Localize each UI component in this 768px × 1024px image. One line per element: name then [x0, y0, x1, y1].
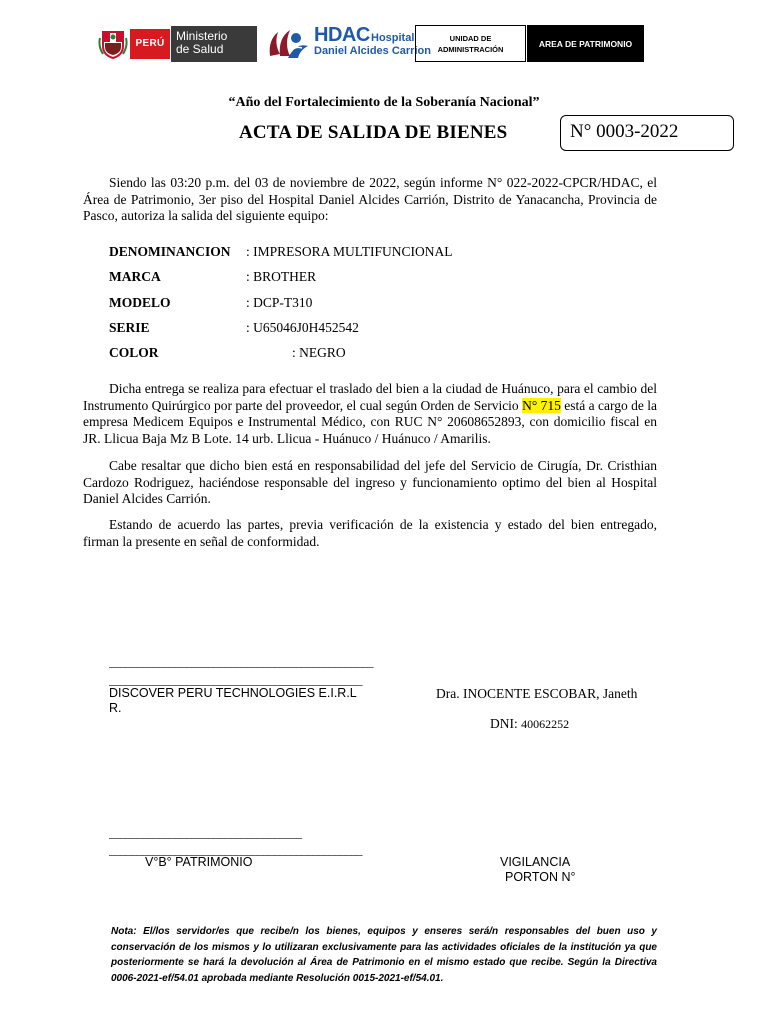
area-patrimonio-box: [527, 25, 644, 62]
intro-paragraph: [83, 175, 657, 225]
field-label-modelo: MODELO: [109, 295, 171, 310]
ministerio-line-1: Ministerio: [176, 29, 228, 43]
ministerio-logo: [171, 26, 257, 62]
field-label-marca: MARCA: [109, 269, 161, 284]
peru-coat-of-arms-icon: [97, 28, 129, 60]
responsibility-text: Cabe resaltar que dicho bien está en responsabilidad del jefe del Servicio de Cirugía, Dr. Cristhian Cardozo Rodriguez, haciéndose responsable del ingreso y funcionamiento optimo del bien al Hospital Daniel Alcides Carrión.: [83, 458, 657, 506]
intro-text: Siendo las 03:20 p.m. del 03 de noviembre de 2022, según informe N° 022-2022-CPCR/HDAC, el Área de Patrimonio, 3er piso del Hospital Daniel Alcides Carrión, Distrito de Yanacancha, Provincia de Pasco, autoriza la salida del siguiente equipo:: [83, 175, 657, 223]
responsibility-paragraph: [83, 458, 657, 508]
dni-value: 40062252: [521, 717, 570, 731]
field-value-modelo: : DCP-T310: [246, 295, 313, 310]
footer-note: Nota: El/los servidor/es que recibe/n los bienes, equipos y enseres será/n responsables del buen uso y conservación de los mismos y lo utilizaran exclusivamente para las actividades oficiales de la institución ya que posteriormente se hará la devolución al Área de Patrimonio en el mismo estado que recibe. Según la Directiva 0006-2021-ef/54.01 aprobada mediante Resolución 0015-2021-ef/54.01.: [111, 926, 657, 984]
document-title: ACTA DE SALIDA DE BIENES: [239, 122, 508, 143]
dni-label-text: DNI:: [490, 716, 518, 731]
porton-label: PORTON N°: [505, 870, 576, 884]
unidad-administracion-label: UNIDAD DE ADMINISTRACIÓN: [437, 33, 504, 54]
field-value-marca: : BROTHER: [246, 269, 317, 284]
signature-line-company-1: ________________________________________________: [109, 655, 373, 669]
patrimonio-signature-label: V°B° PATRIMONIO: [145, 855, 253, 869]
agreement-text: Estando de acuerdo las partes, previa verificación de la existencia y estado del bien entregado, firman la presente en señal de conformidad.: [83, 517, 657, 549]
field-value-color: : NEGRO: [292, 345, 346, 360]
unidad-administracion-box: [415, 25, 526, 62]
peru-logo-text: PERÚ: [135, 38, 165, 49]
signature-line-company-2: ______________________________________________: [109, 673, 362, 687]
service-order-number: N° 715: [522, 397, 561, 413]
signature-line-patrimonio-1: ___________________________________: [109, 826, 302, 840]
delivery-text-before: Dicha entrega se realiza para efectuar el traslado del bien a la ciudad de Huánuco, para el cambio del Instrumento Quirúrgico por parte del proveedor, el cual según Orden de Servicio: [83, 381, 657, 413]
field-label-serie: SERIE: [109, 320, 150, 335]
document-number: N° 0003-2022: [560, 115, 734, 151]
field-label-denominacion: DENOMINANCION: [109, 244, 231, 259]
delivery-paragraph: [83, 381, 657, 447]
signature-line-patrimonio-2: ______________________________________________: [109, 843, 362, 857]
ministerio-line-2: de Salud: [176, 42, 224, 56]
company-name-suffix: R.: [109, 701, 122, 715]
hdac-logo-icon: [266, 26, 312, 62]
peru-logo: [130, 29, 170, 59]
doctor-name: Dra. INOCENTE ESCOBAR, Janeth: [436, 686, 638, 701]
year-motto: “Año del Fortalecimiento de la Soberanía Nacional”: [228, 95, 540, 110]
delivery-text-after: está a cargo de la empresa Medicem Equipos e Instrumental Médico, con RUC N° 20608652893, con domicilio fiscal en JR. Llicua Baja Mz B Lote. 14 urb. Llicua - Huánuco / Huánuco / Amarilis.: [83, 397, 658, 446]
agreement-paragraph: [83, 517, 657, 550]
field-value-serie: : U65046J0H452542: [246, 320, 359, 335]
dni-label: [490, 716, 569, 732]
hdac-hospital-word: Hospital: [371, 32, 415, 44]
vigilancia-label: VIGILANCIA: [500, 855, 571, 869]
field-value-denominacion: : IMPRESORA MULTIFUNCIONAL: [246, 244, 453, 259]
company-name: DISCOVER PERU TECHNOLOGIES E.I.R.L: [109, 686, 357, 700]
field-label-color: COLOR: [109, 345, 159, 360]
hdac-acronym: HDAC: [314, 24, 370, 46]
hdac-hospital-name: Daniel Alcides Carrion: [314, 45, 431, 57]
hdac-logo-text: [314, 24, 431, 57]
area-patrimonio-label: AREA DE PATRIMONIO: [538, 38, 633, 49]
